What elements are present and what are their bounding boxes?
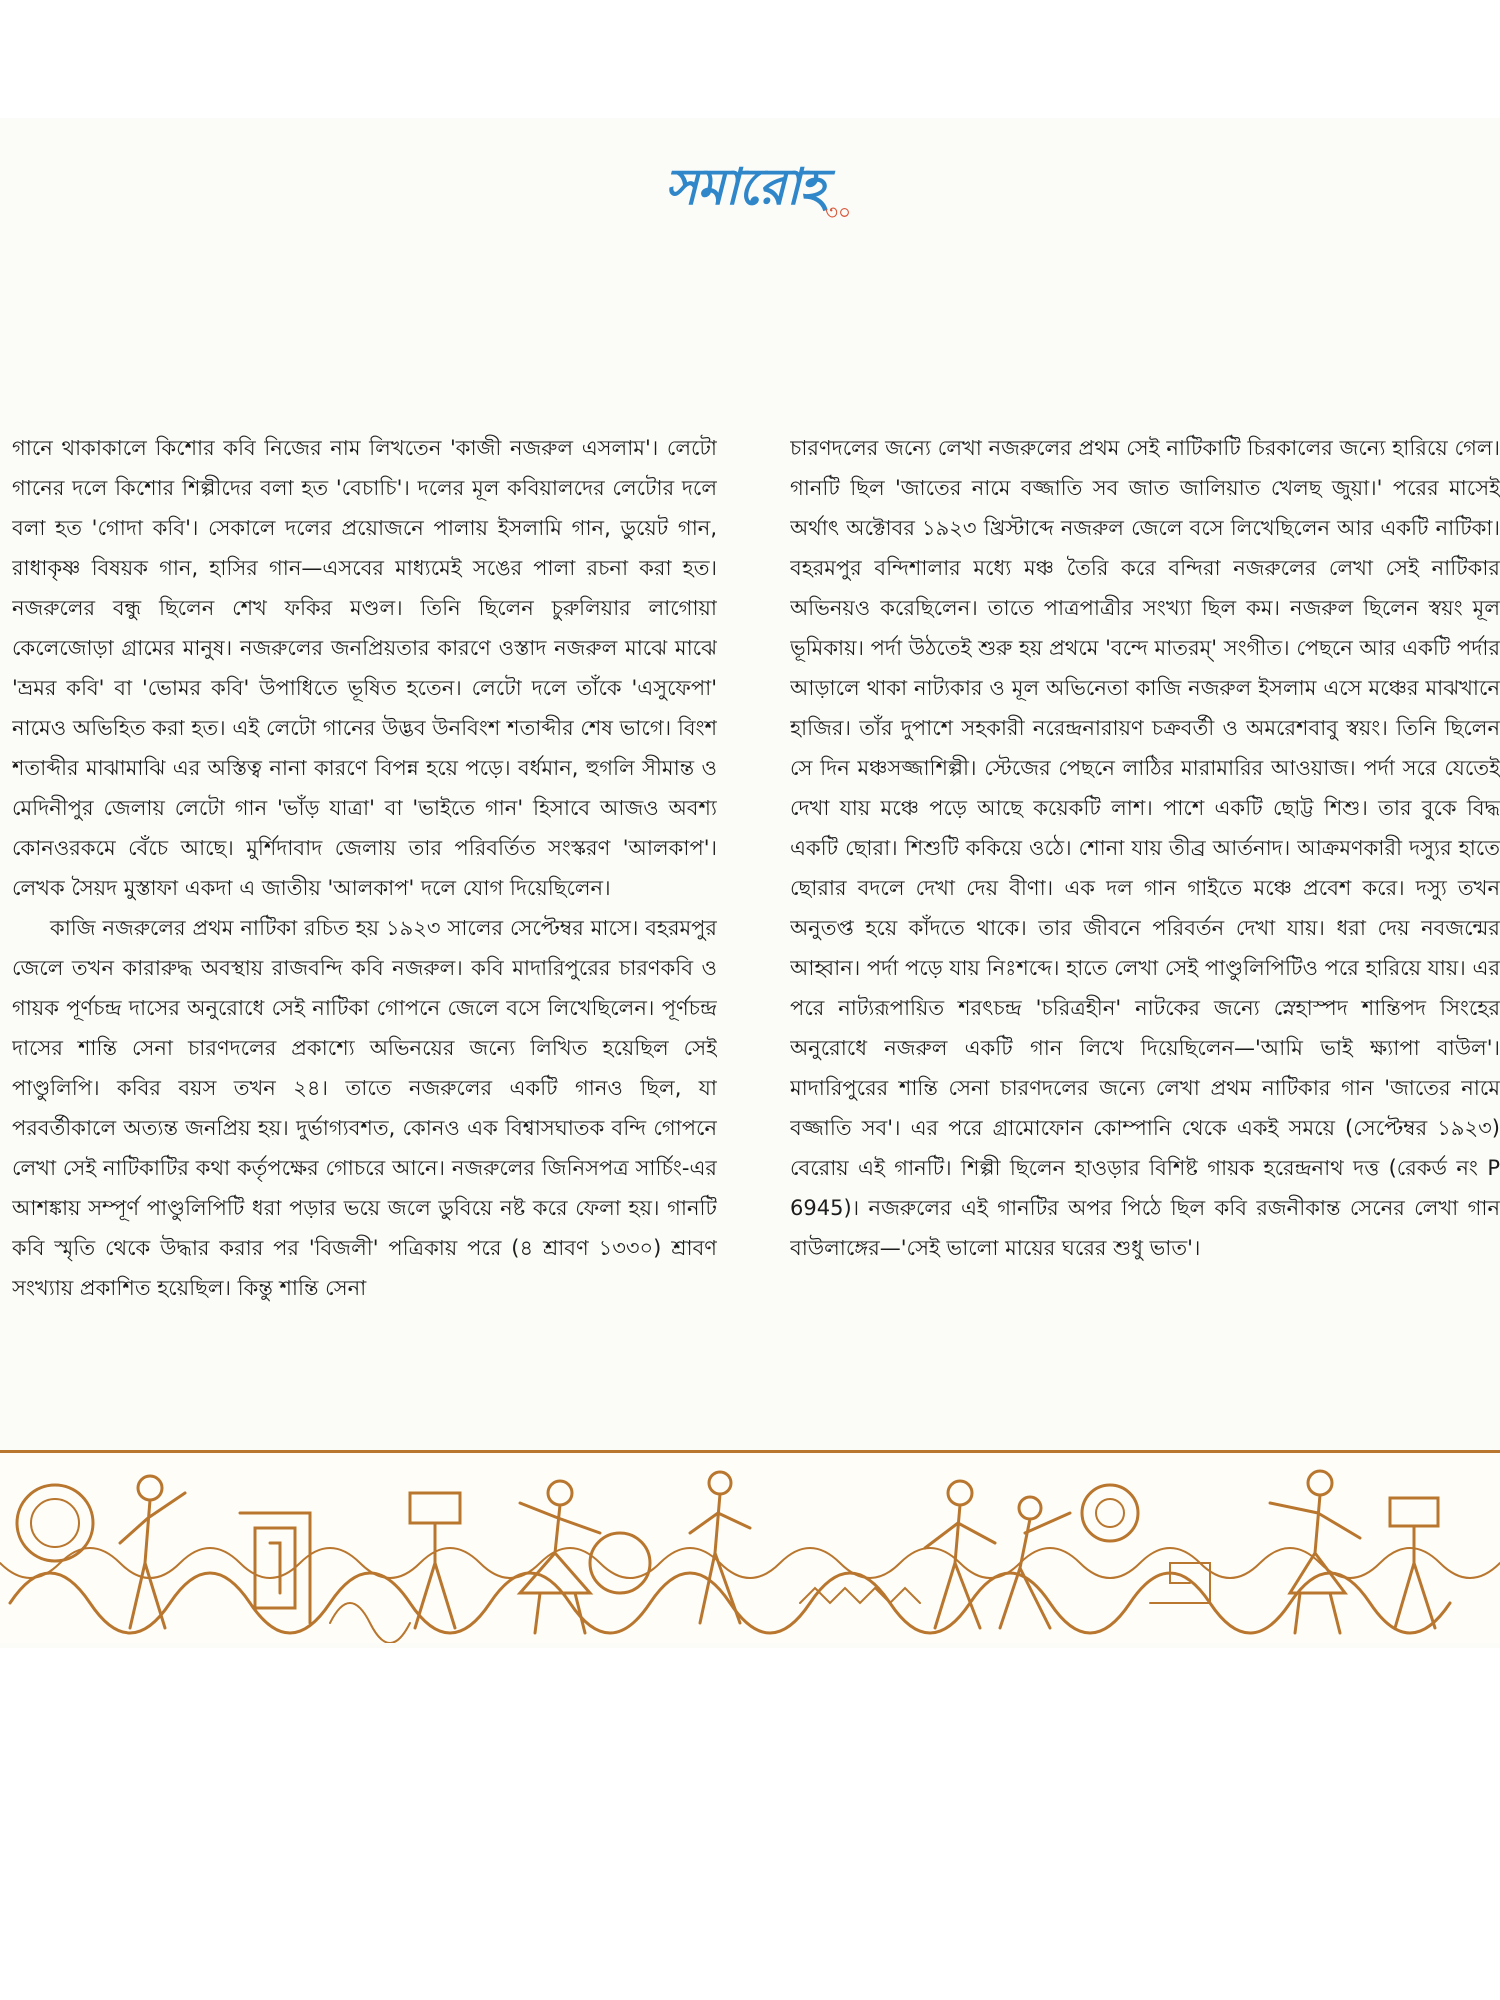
- magazine-logo: সমারোহ: [665, 157, 825, 216]
- page-number: ৩০: [825, 200, 852, 224]
- paragraph: গানে থাকাকালে কিশোর কবি নিজের নাম লিখতেন 'কাজী নজরুল এসলাম'। লেটো গানের দলে কিশোর শিল্পীদের বলা হত 'বেচাচি'। দলের মূল কবিয়ালদের লেটোর দলে বলা হত 'গোদা কবি'। সেকালে দলের প্রয়োজনে পালায় ইসলামি গান, ডুয়েট গান, রাধাকৃষ্ণ বিষয়ক গান, হাসির গান—এসবের মাধ্যমেই সঙের পালা রচনা করা হত। নজরুলের বন্ধু ছিলেন শেখ ফকির মণ্ডল। তিনি ছিলেন চুরুলিয়ার লাগোয়া কেলেজোড়া গ্রামের মানুষ। নজরুলের জনপ্রিয়তার কারণে ওস্তাদ নজরুল মাঝে মাঝে 'ভ্রমর কবি' বা 'ভোমর কবি' উপাধিতে ভূষিত হতেন। লেটো দলে তাঁকে 'এসুফেপা' নামেও অভিহিত করা হত। এই লেটো গানের উদ্ভব উনবিংশ শতাব্দীর শেষ ভাগে। বিংশ শতাব্দীর মাঝামাঝি এর অস্তিত্ব নানা কারণে বিপন্ন হয়ে পড়ে। বর্ধমান, হুগলি সীমান্ত ও মেদিনীপুর জেলায় লেটো গান 'ভাঁড় যাত্রা' বা 'ভাইতে গান' হিসাবে আজও অবশ্য কোনওরকমে বেঁচে আছে। মুর্শিদাবাদ জেলায় তার পরিবর্তিত সংস্করণ 'আলকাপ'। লেখক সৈয়দ মুস্তাফা একদা এ জাতীয় 'আলকাপ' দলে যোগ দিয়েছিলেন।: [12, 436, 717, 900]
- left-column: [12, 428, 717, 1308]
- folk-theatre-mural-icon: [0, 1450, 1500, 1643]
- right-column: [790, 428, 1500, 1268]
- masthead: [665, 150, 885, 230]
- paragraph: চারণদলের জন্যে লেখা নজরুলের প্রথম সেই নাটিকাটি চিরকালের জন্যে হারিয়ে গেল। গানটি ছিল 'জাতের নামে বজ্জাতি সব জাত জালিয়াত খেলছ জুয়া।' পরের মাসেই অর্থাৎ অক্টোবর ১৯২৩ খ্রিস্টাব্দে নজরুল জেলে বসে লিখেছিলেন আর একটি নাটিকা। বহরমপুর বন্দিশালার মধ্যে মঞ্চ তৈরি করে বন্দিরা নজরুলের লেখা সেই নাটিকার অভিনয়ও করেছিলেন। তাতে পাত্রপাত্রীর সংখ্যা ছিল কম। নজরুল ছিলেন স্বয়ং মূল ভূমিকায়। পর্দা উঠতেই শুরু হয় প্রথমে 'বন্দে মাতরম্' সংগীত। পেছনে আর একটি পর্দার আড়ালে থাকা নাট্যকার ও মূল অভিনেতা কাজি নজরুল ইসলাম এসে মঞ্চের মাঝখানে হাজির। তাঁর দুপাশে সহকারী নরেন্দ্রনারায়ণ চক্রবর্তী ও অমরেশবাবু স্বয়ং। তিনি ছিলেন সে দিন মঞ্চসজ্জাশিল্পী। স্টেজের পেছনে লাঠির মারামারির আওয়াজ। পর্দা সরে যেতেই দেখা যায় মঞ্চে পড়ে আছে কয়েকটি লাশ। পাশে একটি ছোট্ট শিশু। তার বুকে বিদ্ধ একটি ছোরা। শিশুটি ককিয়ে ওঠে। শোনা যায় তীব্র আর্তনাদ। আক্রমণকারী দস্যুর হাতে ছোরার বদলে দেখা দেয় বীণা। এক দল গান গাইতে মঞ্চে প্রবেশ করে। দস্যু তখন অনুতপ্ত হয়ে কাঁদতে থাকে। তার জীবনে পরিবর্তন দেখা যায়। ধরা দেয় নবজন্মের আহ্বান। পর্দা পড়ে যায় নিঃশব্দে। হাতে লেখা সেই পাণ্ডুলিপিটিও পরে হারিয়ে যায়। এর পরে নাট্যরূপায়িত শরৎচন্দ্র 'চরিত্রহীন' নাটকের জন্যে স্নেহাস্পদ শান্তিপদ সিংহের অনুরোধে নজরুল একটি গান লিখে দিয়েছিলেন—'আমি ভাই ক্ষ্যাপা বাউল'। মাদারিপুরের শান্তি সেনা চারণদলের জন্যে লেখা প্রথম নাটিকার গান 'জাতের নামে বজ্জাতি সব'। এর পরে গ্রামোফোন কোম্পানি থেকে একই সময়ে (সেপ্টেম্বর ১৯২৩) বেরোয় এই গানটি। শিল্পী ছিলেন হাওড়ার বিশিষ্ট গায়ক হরেন্দ্রনাথ দত্ত (রেকর্ড নং P 6945)। নজরুলের এই গানটির অপর পিঠে ছিল কবি রজনীকান্ত সেনের লেখা গান বাউলাঙ্গের—'সেই ভালো মায়ের ঘরের শুধু ভাত'।: [790, 436, 1500, 1260]
- paragraph: কাজি নজরুলের প্রথম নাটিকা রচিত হয় ১৯২৩ সালের সেপ্টেম্বর মাসে। বহরমপুর জেলে তখন কারারুদ্ধ অবস্থায় রাজবন্দি কবি নজরুল। কবি মাদারিপুরের চারণকবি ও গায়ক পূর্ণচন্দ্র দাসের অনুরোধে সেই নাটিকা গোপনে জেলে বসে লিখেছিলেন। পূর্ণচন্দ্র দাসের শান্তি সেনা চারণদলের প্রকাশ্যে অভিনয়ের জন্যে লিখিত হয়েছিল সেই পাণ্ডুলিপি। কবির বয়স তখন ২৪। তাতে নজরুলের একটি গানও ছিল, যা পরবর্তীকালে অত্যন্ত জনপ্রিয় হয়। দুর্ভাগ্যবশত, কোনও এক বিশ্বাসঘাতক বন্দি গোপনে লেখা সেই নাটিকাটির কথা কর্তৃপক্ষের গোচরে আনে। নজরুলের জিনিসপত্র সার্চিং-এর আশঙ্কায় সম্পূর্ণ পাণ্ডুলিপিটি ধরা পড়ার ভয়ে জলে ডুবিয়ে নষ্ট করে ফেলা হয়। গানটি কবি স্মৃতি থেকে উদ্ধার করার পর 'বিজলী' পত্রিকায় পরে (৪ শ্রাবণ ১৩৩০) শ্রাবণ সংখ্যায় প্রকাশিত হয়েছিল। কিন্তু শান্তি সেনা: [12, 916, 717, 1300]
